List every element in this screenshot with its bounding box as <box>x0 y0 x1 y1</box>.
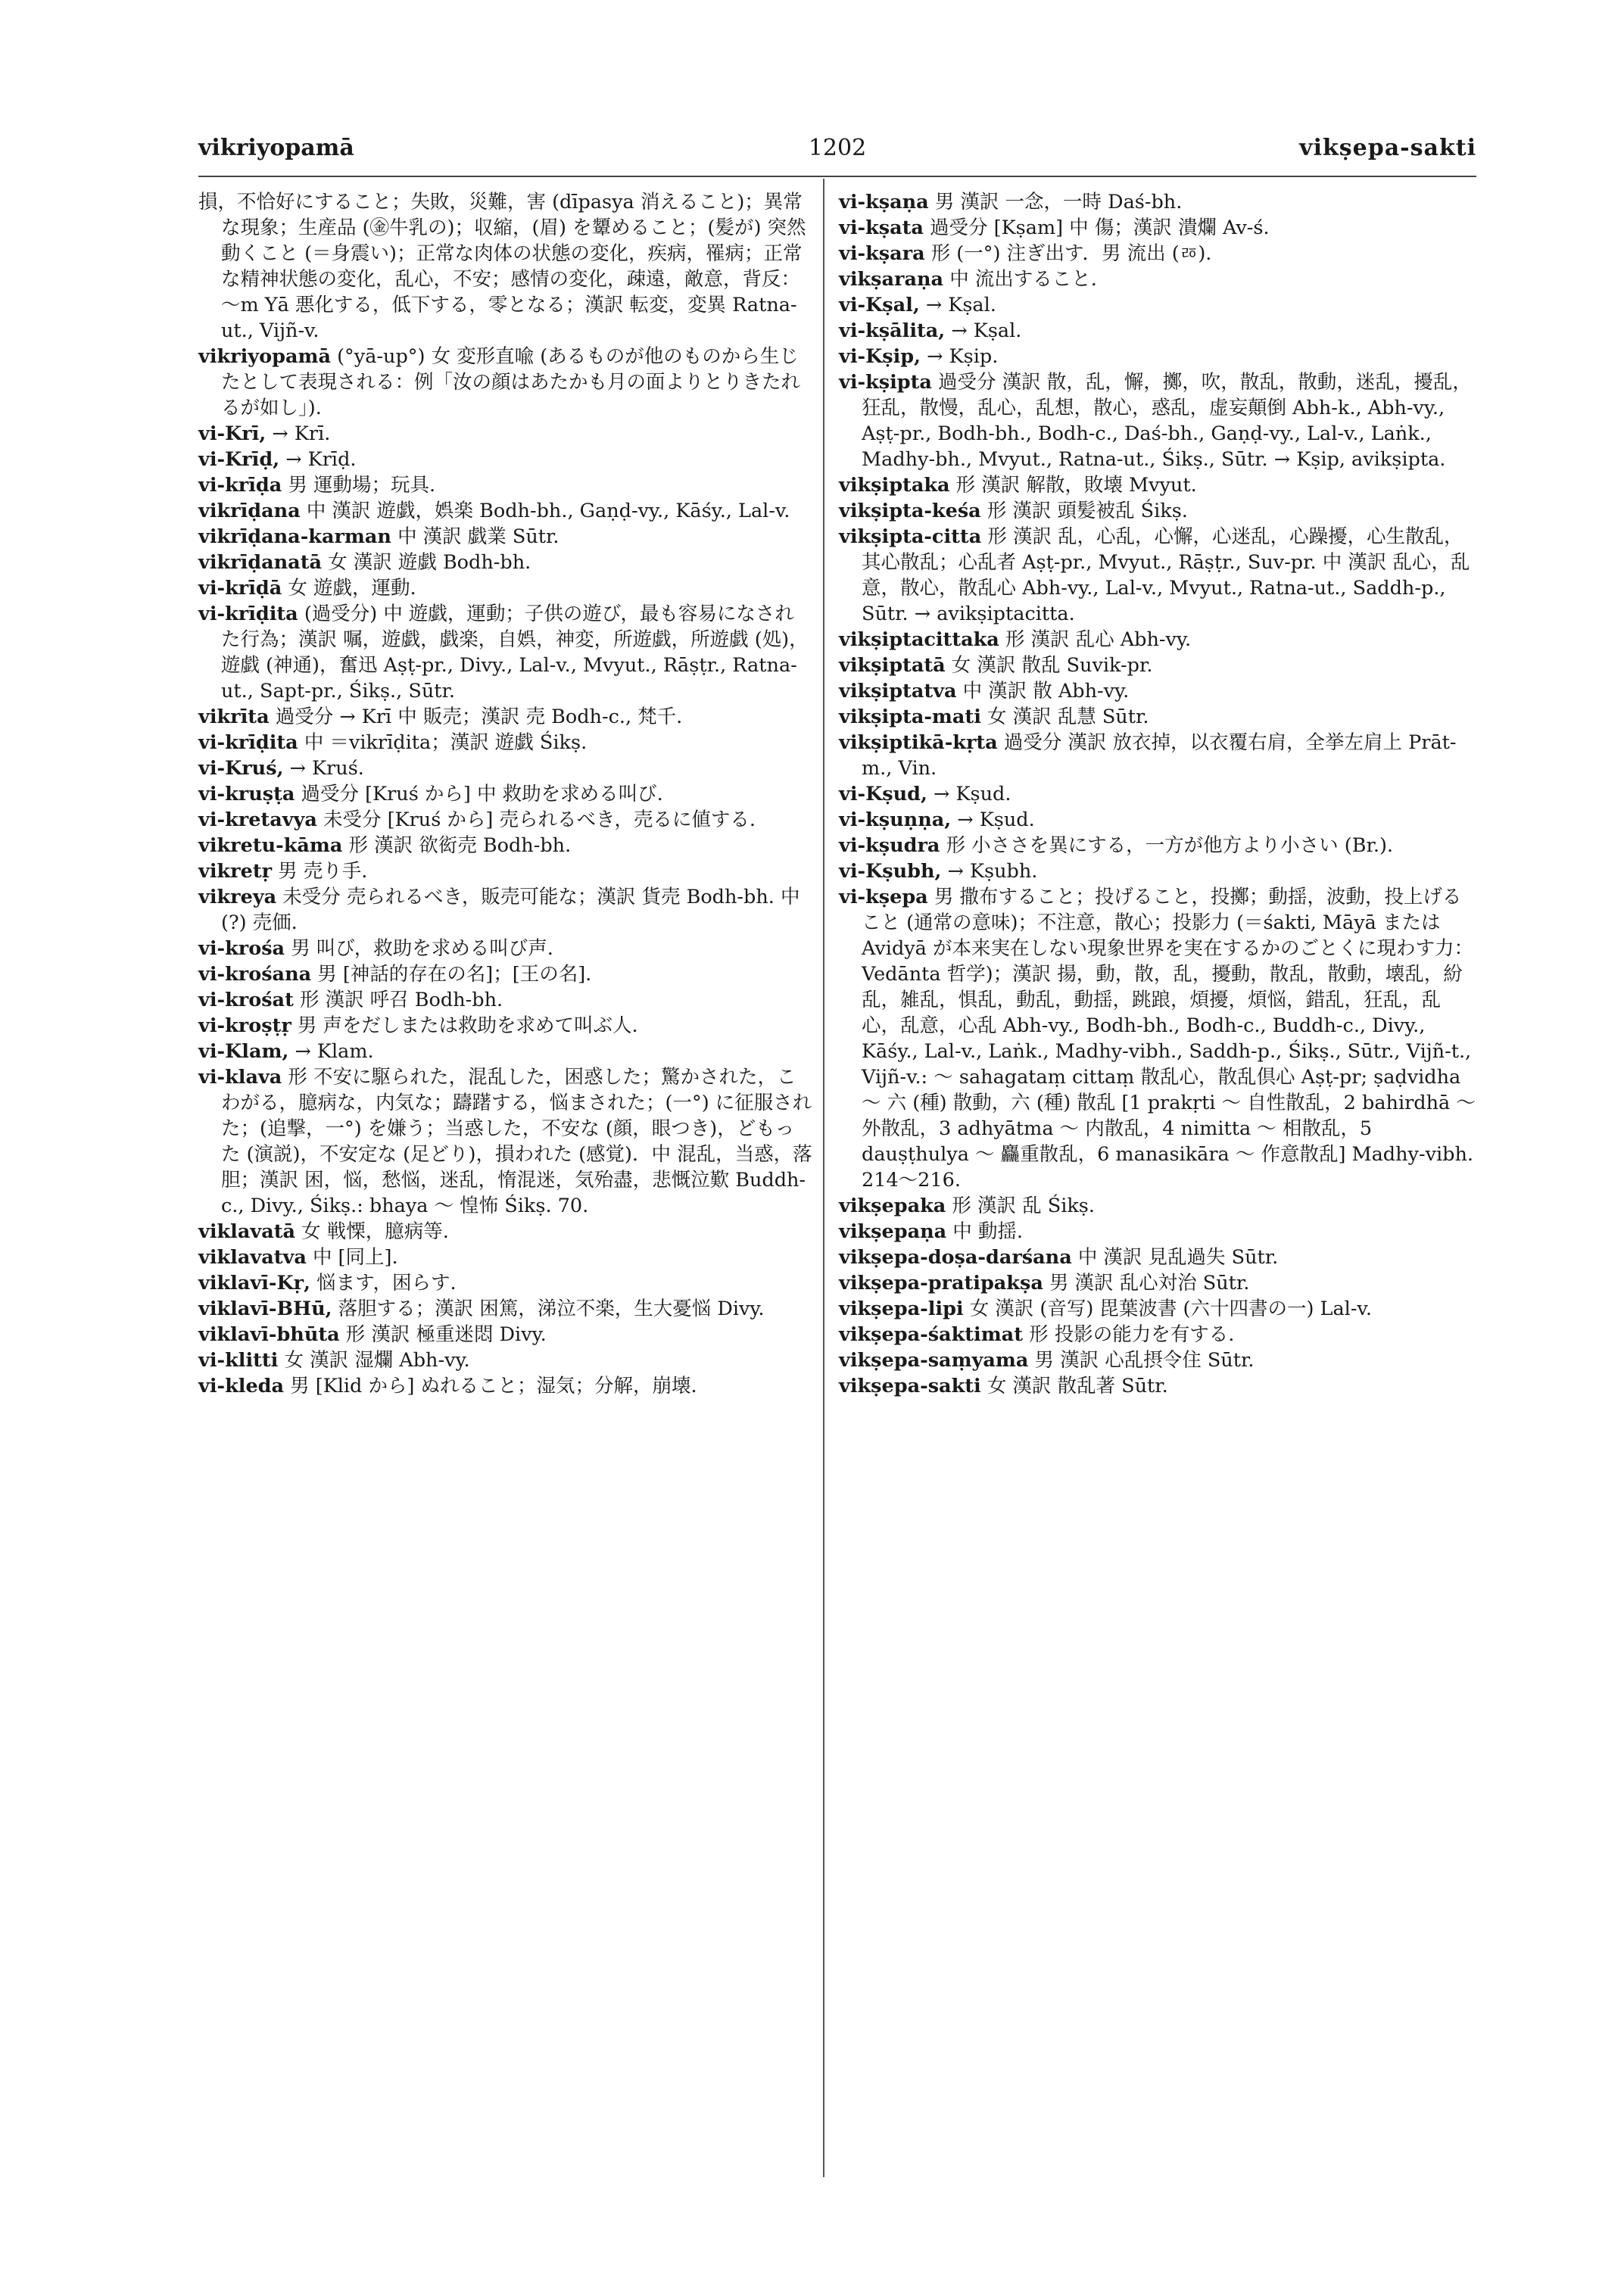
dictionary-entry <box>839 215 1476 241</box>
dictionary-entry <box>839 1373 1476 1399</box>
entry-headword: vikṣepa-pratipakṣa <box>839 1272 1043 1294</box>
dictionary-entry <box>198 447 813 472</box>
right-column <box>839 189 1476 1399</box>
entry-definition: → Kruś. <box>289 757 364 780</box>
dictionary-entry <box>839 344 1476 369</box>
entry-definition: 過受分 → Krī 中 販売；漢訳 売 Bodh-c., 梵千. <box>275 706 683 728</box>
entry-definition: 男 [神話的存在の名]；[王の名]. <box>317 963 592 986</box>
dictionary-entry <box>839 1296 1476 1322</box>
entry-definition: 損，不恰好にすること；失敗，災難，害 (dīpasya 消えること)；異常な現象；生産品 (㊎牛乳の)；収縮，(眉) を顰めること；(髪が) 突然動くこと (＝身震い)；正常な肉体の状態の変化，疾病，罹病；正常な精神状態の変化，乱心，不安；感情の変化，疎遠，敵意，背反：～m Yā 悪化する，低下する，零となる；漢訳 転変，変異 Ratna-ut., Vijñ-v. <box>198 191 806 342</box>
entry-definition: 中 動揺. <box>952 1220 1023 1243</box>
entry-headword: vikṣiptikā-kṛta <box>839 731 998 754</box>
dictionary-entry <box>198 1245 813 1270</box>
entry-definition: 男 [Klid から] ぬれること；湿気；分解，崩壊. <box>290 1375 697 1397</box>
entry-headword: vi-kṣālita, <box>839 319 946 342</box>
entry-headword: vi-klitti <box>198 1349 279 1372</box>
entry-definition: → Kṣal. <box>925 294 996 316</box>
dictionary-entry <box>839 653 1476 678</box>
entry-headword: vi-kṣudra <box>839 834 940 857</box>
entry-headword: vikreya <box>198 886 277 908</box>
entry-definition: 形 漢訳 乱 Śikṣ. <box>952 1195 1095 1217</box>
entry-definition: → Kṣubh. <box>947 860 1038 883</box>
entry-headword: viklavī-bhūta <box>198 1323 340 1346</box>
header-guide-word-left: vikriyopamā <box>198 135 354 161</box>
dictionary-entry <box>198 472 813 498</box>
dictionary-entry <box>839 498 1476 524</box>
entry-headword: vi-kṣipta <box>839 371 932 394</box>
left-column <box>198 189 813 1399</box>
entry-definition: 形 漢訳 極重迷悶 Divy. <box>345 1323 547 1346</box>
entry-definition: 形 漢訳 乱，心乱，心懈，心迷乱，心躁擾，心生散乱，其心散乱；心乱者 Aṣṭ-pr., Mvyut., Rāṣṭr., Suv-pr. 中 漢訳 乱心，乱意，散心，散乱心 Abh-vy., Lal-v., Mvyut., Ratna-ut., Saddh-p., Sūtr. → avikṣiptacitta. <box>862 525 1470 625</box>
dictionary-entry <box>839 858 1476 884</box>
entry-definition: 男 漢訳 乱心対治 Sūtr. <box>1049 1272 1250 1294</box>
entry-definition: 過受分 漢訳 放衣掉，以衣覆右肩，全挙左肩上 Prāt-m., Vin. <box>862 731 1457 780</box>
entry-headword: vikṣepa-lipi <box>839 1298 964 1320</box>
dictionary-entry <box>198 807 813 833</box>
entry-definition: 中 漢訳 見乱過失 Sūtr. <box>1077 1246 1279 1269</box>
dictionary-entry <box>839 472 1476 498</box>
entry-headword: vikṣepa-śaktimat <box>839 1323 1023 1346</box>
entry-definition: 悩ます，困らす. <box>316 1272 457 1294</box>
entry-headword: vi-klava <box>198 1066 282 1089</box>
entry-headword: vi-Kṣud, <box>839 783 927 805</box>
entry-headword: viklavī-Kṛ, <box>198 1272 310 1294</box>
dictionary-entry <box>198 704 813 730</box>
entry-definition: 形 小ささを異にする，一方が他方より小さい (Br.). <box>946 834 1394 857</box>
entry-definition: 中 漢訳 戯業 Sūtr. <box>397 525 560 548</box>
entry-definition: 形 漢訳 呼召 Bodh-bh. <box>299 989 503 1011</box>
entry-definition: 男 漢訳 心乱摂令住 Sūtr. <box>1034 1349 1255 1372</box>
entry-definition: 女 漢訳 遊戯 Bodh-bh. <box>328 551 531 574</box>
entry-headword: vikṣiptacittaka <box>839 628 999 651</box>
entry-definition: 女 漢訳 散乱著 Sūtr. <box>987 1375 1168 1397</box>
dictionary-entry <box>198 1270 813 1296</box>
entry-definition: 中 流出すること. <box>949 268 1097 291</box>
entry-definition: 女 遊戯，運動. <box>288 577 416 600</box>
entry-definition: 中 [同上]. <box>312 1246 398 1269</box>
dictionary-entry <box>839 318 1476 344</box>
dictionary-entry <box>839 1245 1476 1270</box>
entry-headword: vikṣipta-citta <box>839 525 982 548</box>
dictionary-entry <box>839 833 1476 858</box>
dictionary-entry <box>198 936 813 961</box>
entry-headword: vikrīḍanatā <box>198 551 323 574</box>
entry-definition: 男 撒布すること；投げること，投擲；動揺，波動，投上げること (通常の意味)；不注意，散心；投影力 (＝śakti, Māyā または Avidyā が本来実在しない現象世界を実在するかのごとくに現わす力：Vedānta 哲学)；漢訳 揚，動，散，乱，擾動，散乱，散動，壊乱，紛乱，雑乱，惧乱，動乱，動揺，跳踉，煩擾，煩悩，錯乱，狂乱，乱心，乱意，心乱 Abh-vy., Bodh-bh., Bodh-c., Buddh-c., Divy., Kāśy., Lal-v., Laṅk., Madhy-vibh., Saddh-p., Śikṣ., Sūtr., Vijñ-t., Vijñ-v.: ～ sahagataṃ cittaṃ 散乱心，散乱倶心 Aṣṭ-pr; ṣaḍvidha ～ 六 (種) 散動，六 (種) 散乱 [1 prakṛti ～ 自性散乱，2 bahirdhā ～ 外散乱，3 adhyātma ～ 内散乱，4 nimitta ～ 相散乱，5 dauṣṭhulya ～ 麤重散乱，6 manasikāra ～ 作意散乱] Madhy-vibh. 214～216. <box>862 886 1476 1192</box>
dictionary-entry <box>839 1347 1476 1373</box>
entry-definition: 過受分 [Kṣam] 中 傷；漢訳 潰爛 Av-ś. <box>930 217 1270 239</box>
entry-definition: (過受分) 中 遊戯，運動；子供の遊び，最も容易になされた行為；漢訳 嘱，遊戯，戯楽，自娯，神変，所遊戯，所遊戯 (処)，遊戯 (神通)，奮迅 Aṣṭ-pr., Divy., Lal-v., Mvyut., Rāṣṭr., Ratna-ut., Sapt-pr., Śikṣ., Sūtr. <box>221 603 809 703</box>
entry-headword: vi-kruṣṭa <box>198 783 295 805</box>
page-number: 1202 <box>808 135 867 161</box>
entry-definition: 男 声をだしまたは救助を求めて叫ぶ人. <box>297 1014 638 1037</box>
entry-definition: 未受分 売られるべき，販売可能な；漢訳 貨売 Bodh-bh. 中 (?) 売価. <box>221 886 800 934</box>
entry-definition: 女 戦慄，臆病等. <box>301 1220 449 1243</box>
entry-headword: vikṣipta-keśa <box>839 500 981 522</box>
entry-definition: 形 漢訳 乱心 Abh-vy. <box>1005 628 1192 651</box>
dictionary-entry <box>839 807 1476 833</box>
entry-definition: 形 漢訳 解散，敗壊 Mvyut. <box>955 474 1197 497</box>
entry-headword: vikrīḍana-karman <box>198 525 391 548</box>
entry-headword: vi-Krī, <box>198 422 267 445</box>
dictionary-entry <box>839 730 1476 781</box>
entry-headword: vi-Krīḍ, <box>198 448 280 471</box>
dictionary-entry <box>839 1322 1476 1347</box>
entry-definition: 形 漢訳 欲衒売 Bodh-bh. <box>348 834 572 857</box>
entry-headword: vikriyopamā <box>198 345 331 368</box>
dictionary-entry <box>198 1064 813 1219</box>
entry-headword: vi-krīḍa <box>198 474 282 497</box>
entry-headword: vikṣipta-mati <box>839 706 981 728</box>
entry-definition: → Kṣud. <box>957 808 1035 831</box>
entry-definition: → Kṣal. <box>951 319 1022 342</box>
dictionary-entry <box>198 1347 813 1373</box>
entry-headword: vikṣepaṇa <box>839 1220 947 1243</box>
dictionary-entry <box>839 1193 1476 1219</box>
dictionary-entry <box>198 961 813 987</box>
entry-definition: 男 運動場；玩具. <box>288 474 436 497</box>
dictionary-entry <box>198 421 813 447</box>
entry-headword: vi-krīḍita <box>198 603 298 625</box>
dictionary-entry <box>839 292 1476 318</box>
entry-definition: 過受分 [Kruś から] 中 救助を求める叫び. <box>301 783 663 805</box>
entry-definition: 形 (一°) 注ぎ出す．男 流出 (ㅭ). <box>930 242 1212 265</box>
dictionary-entry <box>839 1270 1476 1296</box>
dictionary-entry <box>198 1219 813 1245</box>
header-rule <box>198 176 1476 177</box>
entry-headword: vi-kṣara <box>839 242 925 265</box>
entry-headword: vikṣiptatā <box>839 654 946 677</box>
entry-headword: vikṣiptaka <box>839 474 950 497</box>
dictionary-entry <box>198 884 813 936</box>
dictionary-entry <box>198 756 813 781</box>
entry-headword: vi-kṣuṇṇa, <box>839 808 952 831</box>
dictionary-entry <box>839 524 1476 627</box>
dictionary-entry <box>198 601 813 704</box>
entry-headword: vikrīta <box>198 706 270 728</box>
entry-headword: viklavatva <box>198 1246 307 1269</box>
dictionary-entry <box>198 858 813 884</box>
entry-headword: viklavī-BHū, <box>198 1298 332 1320</box>
page-header <box>198 135 1476 173</box>
entry-headword: vi-Kṣal, <box>839 294 920 316</box>
entry-headword: vikṣepa-doṣa-darśana <box>839 1246 1072 1269</box>
entry-headword: vi-krośana <box>198 963 312 986</box>
entry-headword: vi-krīḍā <box>198 577 282 600</box>
entry-definition: 中 漢訳 遊戯，娯楽 Bodh-bh., Gaṇḍ-vy., Kāśy., Lal-v. <box>306 500 790 522</box>
dictionary-entry <box>198 987 813 1013</box>
dictionary-entry <box>198 730 813 756</box>
entry-definition: → Kṣip. <box>927 345 999 368</box>
entry-definition: (°yā-up°) 女 変形直喩 (あるものが他のものから生じたとして表現される：例「汝の顔はあたかも月の面よりとりきたれるが如し」). <box>221 345 801 419</box>
dictionary-entry <box>839 704 1476 730</box>
entry-definition: → Krī. <box>272 422 331 445</box>
entry-definition: 過受分 漢訳 散，乱，懈，擲，吹，散乱，散動，迷乱，擾乱，狂乱，散慢，乱心，乱想，散心，惑乱，虚妄顛倒 Abh-k., Abh-vy., Aṣṭ-pr., Bodh-bh., Bodh-c., Daś-bh., Gaṇḍ-vy., Lal-v., Laṅk., Madhy-bh., Mvyut., Ratna-ut., Śikṣ., Sūtr. → Kṣip, avikṣipta. <box>862 371 1472 471</box>
dictionary-entry <box>198 498 813 524</box>
entry-headword: vi-kretavya <box>198 808 317 831</box>
entry-definition: 女 漢訳 (音写) 毘葉波書 (六十四書の一) Lal-v. <box>969 1298 1372 1320</box>
dictionary-entry <box>839 627 1476 653</box>
entry-headword: viklavatā <box>198 1220 296 1243</box>
entry-definition: 男 売り手. <box>278 860 368 883</box>
dictionary-entry <box>198 524 813 550</box>
dictionary-entry <box>198 1373 813 1399</box>
header-guide-word-right: vikṣepa-sakti <box>1299 135 1476 161</box>
entry-definition: 形 投影の能力を有する. <box>1029 1323 1235 1346</box>
dictionary-entry <box>198 1296 813 1322</box>
entry-definition: 女 漢訳 湿爛 Abh-vy. <box>284 1349 470 1372</box>
entry-headword: vi-kroṣṭṛ <box>198 1014 291 1037</box>
entry-headword: vi-Kṣip, <box>839 345 921 368</box>
dictionary-entry <box>839 884 1476 1193</box>
dictionary-entry <box>839 241 1476 266</box>
entry-definition: → Kṣud. <box>933 783 1011 805</box>
entry-headword: vikretṛ <box>198 860 273 883</box>
entry-definition: 男 叫び，救助を求める叫び声. <box>291 937 553 960</box>
entry-headword: vi-krośa <box>198 937 285 960</box>
entry-headword: vikṣaraṇa <box>839 268 944 291</box>
dictionary-entry <box>839 189 1476 215</box>
dictionary-entry <box>198 550 813 575</box>
entry-headword: vi-Kruś, <box>198 757 284 780</box>
entry-headword: vikṣepa-saṃyama <box>839 1349 1029 1372</box>
entry-headword: vikṣepaka <box>839 1195 946 1217</box>
dictionary-entry <box>198 781 813 807</box>
dictionary-entry <box>839 266 1476 292</box>
entry-definition: 中 漢訳 散 Abh-vy. <box>962 680 1130 703</box>
entry-headword: vikṣiptatva <box>839 680 957 703</box>
dictionary-entry <box>198 575 813 601</box>
dictionary-entry <box>198 344 813 421</box>
entry-definition: 形 漢訳 頭髪被乱 Śikṣ. <box>987 500 1188 522</box>
entry-headword: vikrīḍana <box>198 500 301 522</box>
entry-headword: vi-kṣata <box>839 217 924 239</box>
dictionary-entry <box>198 1013 813 1039</box>
entry-definition: 女 漢訳 乱慧 Sūtr. <box>987 706 1149 728</box>
entry-headword: vi-kleda <box>198 1375 285 1397</box>
entry-definition: 中 ＝vikrīḍita；漢訳 遊戯 Śikṣ. <box>304 731 588 754</box>
entry-definition: → Krīḍ. <box>285 448 357 471</box>
entry-definition: 未受分 [Kruś から] 売られるべき，売るに値する. <box>323 808 756 831</box>
dictionary-entry <box>198 833 813 858</box>
dictionary-entry <box>198 189 813 344</box>
entry-definition: 落胆する；漢訳 困篤，涕泣不楽，生大憂悩 Divy. <box>338 1298 765 1320</box>
entry-headword: vi-kṣaṇa <box>839 191 929 213</box>
entry-definition: → Klam. <box>295 1040 374 1063</box>
entry-definition: 女 漢訳 散乱 Suvik-pr. <box>951 654 1153 677</box>
dictionary-entry <box>198 1322 813 1347</box>
dictionary-entry <box>198 1039 813 1064</box>
entry-headword: vikṣepa-sakti <box>839 1375 981 1397</box>
entry-headword: vi-Klam, <box>198 1040 289 1063</box>
entry-headword: vi-Kṣubh, <box>839 860 942 883</box>
column-divider <box>823 179 824 2177</box>
entry-definition: 男 漢訳 一念，一時 Daś-bh. <box>934 191 1183 213</box>
entry-headword: vikretu-kāma <box>198 834 343 857</box>
entry-headword: vi-kṣepa <box>839 886 928 908</box>
dictionary-entry <box>839 678 1476 704</box>
dictionary-entry <box>839 781 1476 807</box>
entry-headword: vi-krīḍita <box>198 731 298 754</box>
entry-definition: 形 不安に駆られた，混乱した，困惑した；驚かされた，こわがる，臆病な，内気な；躊躇する，悩まされた；(一°) に征服された；(追撃，一°) を嫌う；当惑した，不安な (顔，眼つき)，どもった (演説)，不安定な (足どり)，損われた (感覚)．中 混乱，当惑，落胆；漢訳 困，悩，愁悩，迷乱，惰混迷，気殆盡，悲慨泣歎 Buddh-c., Divy., Śikṣ.: bhaya ～ 惶怖 Śikṣ. 70. <box>221 1066 812 1217</box>
dictionary-entry <box>839 1219 1476 1245</box>
dictionary-entry <box>839 369 1476 472</box>
entry-headword: vi-krośat <box>198 989 294 1011</box>
